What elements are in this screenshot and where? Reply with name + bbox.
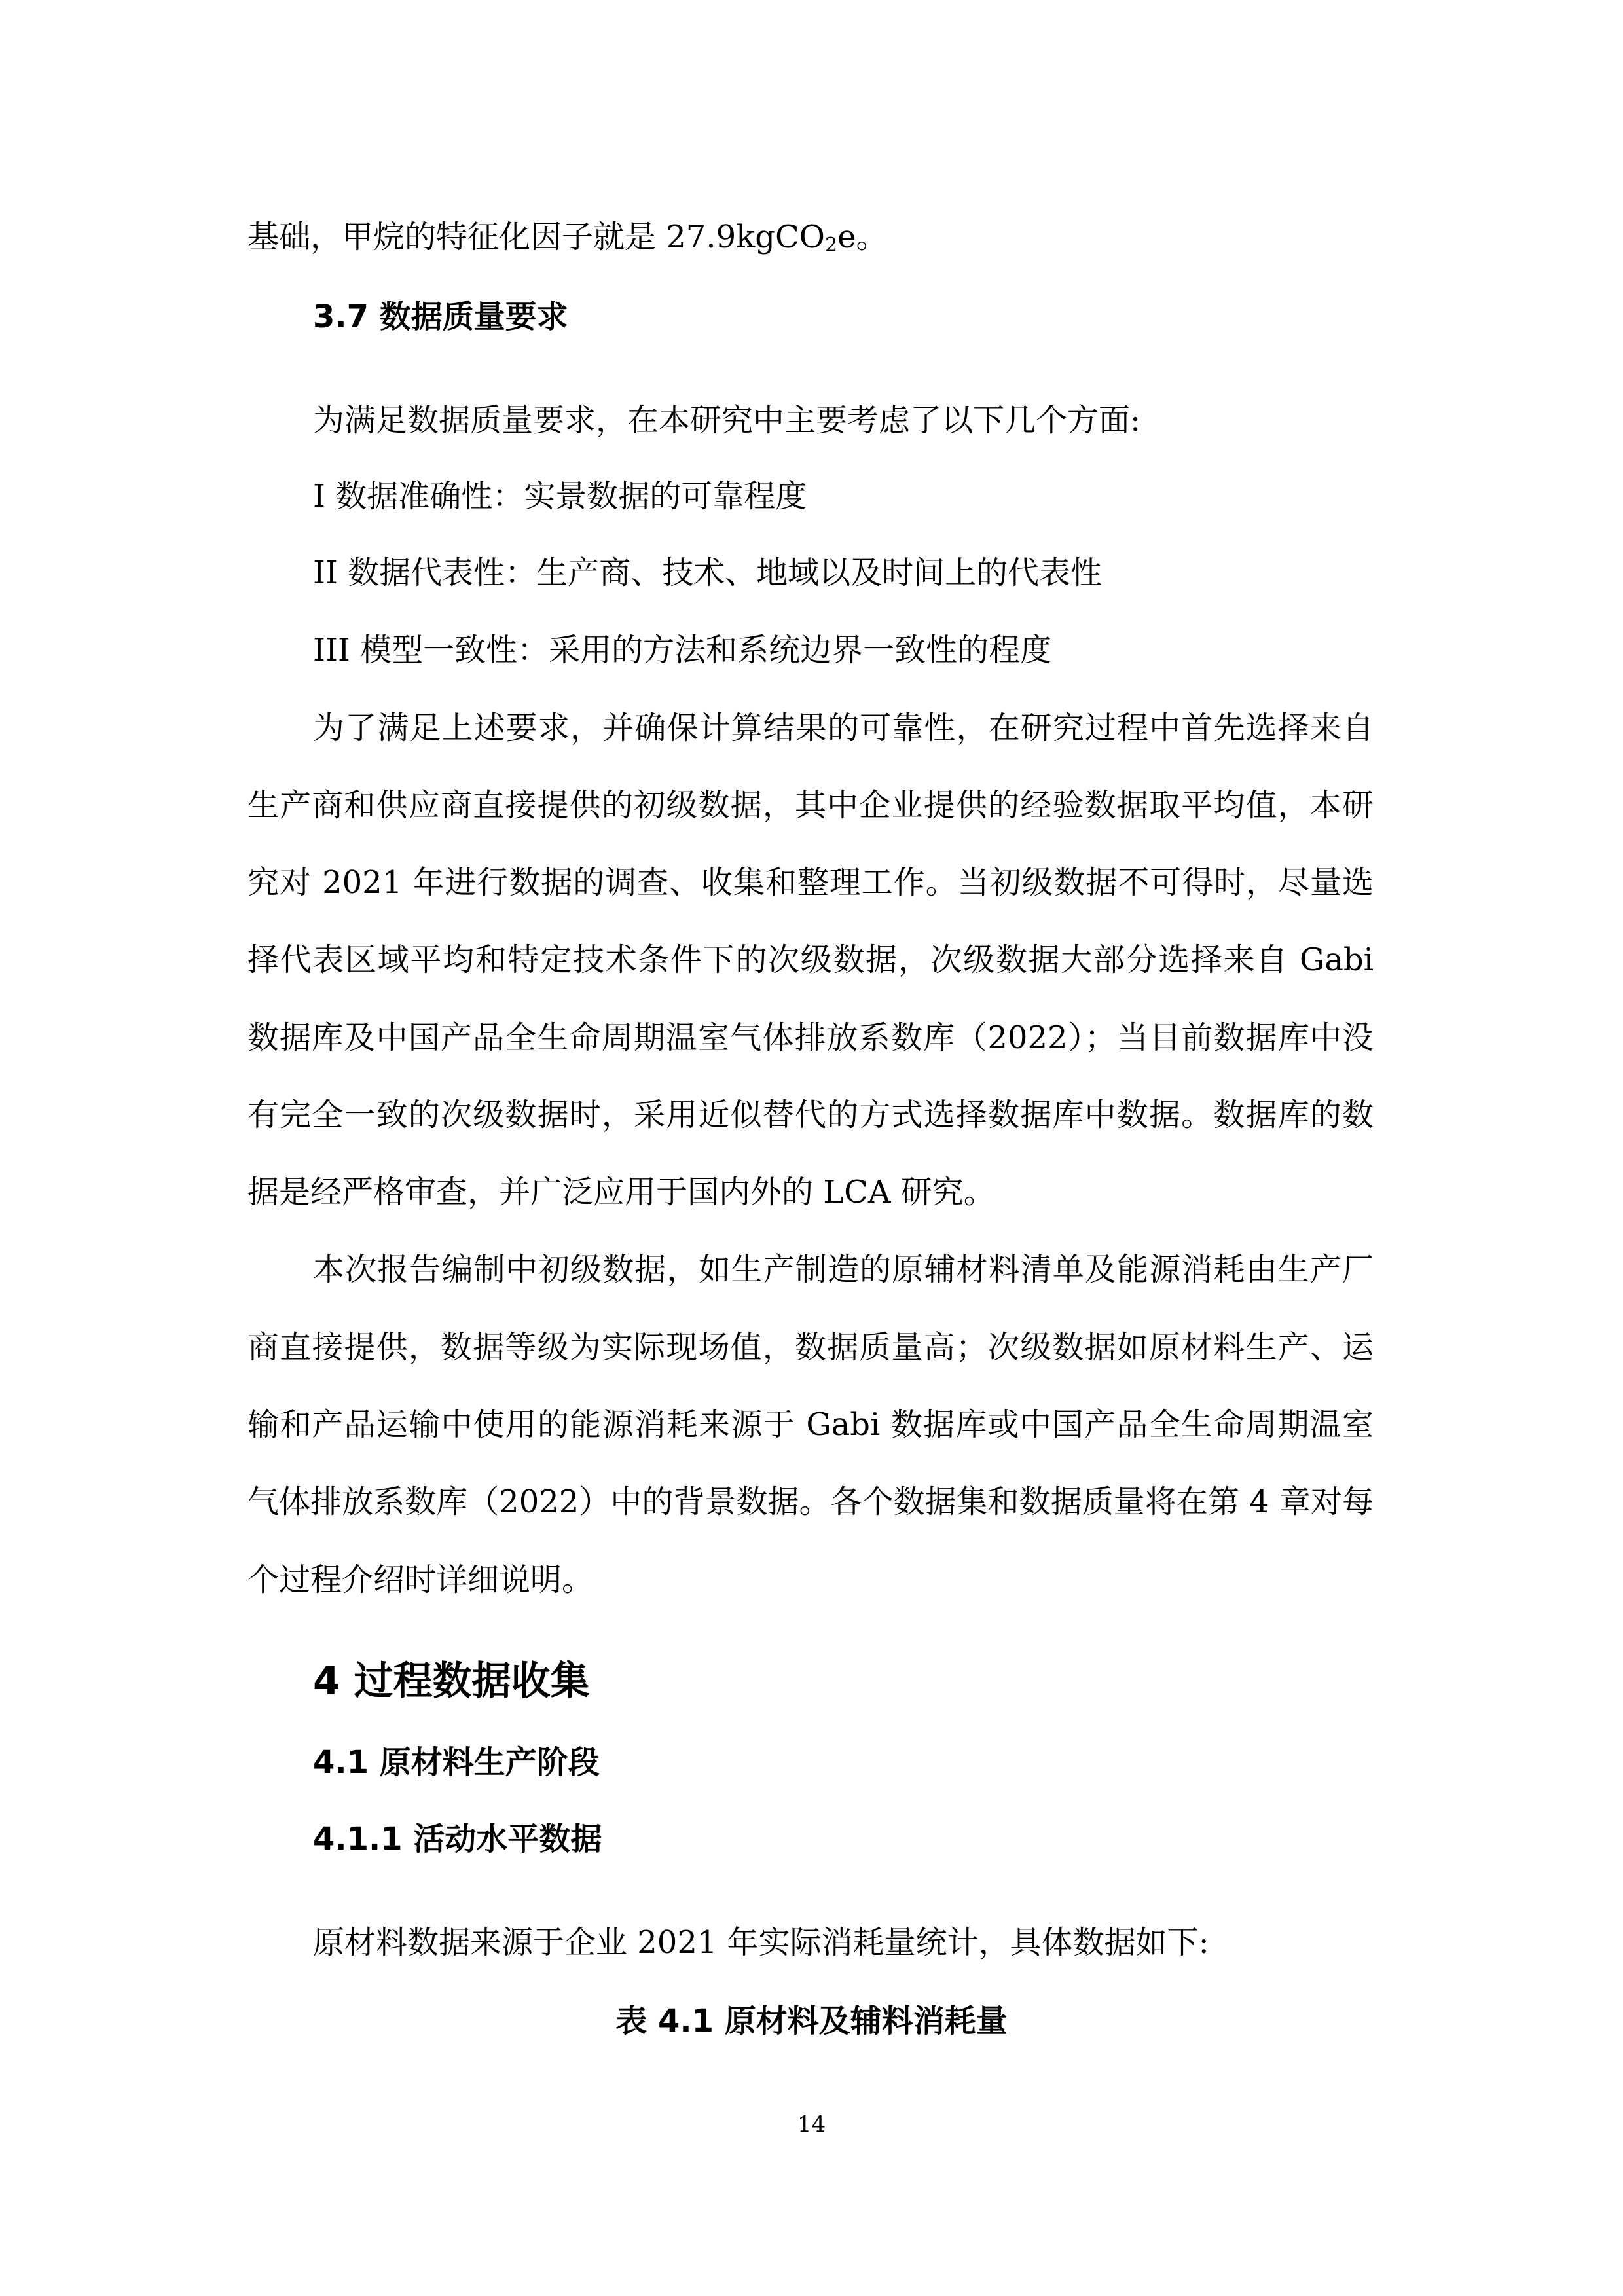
paragraph-line: 有完全一致的次级数据时，采用近似替代的方式选择数据库中数据。数据库的数 [247,1097,1374,1133]
paragraph-line: 生产商和供应商直接提供的初级数据，其中企业提供的经验数据取平均值，本研 [247,787,1374,824]
paragraph-line: 商直接提供，数据等级为实际现场值，数据质量高；次级数据如原材料生产、运 [247,1329,1374,1366]
section-3-7-intro: 为满足数据质量要求，在本研究中主要考虑了以下几个方面: [313,402,1141,439]
paragraph-line: 气体排放系数库（2022）中的背景数据。各个数据集和数据质量将在第 4 章对每 [247,1484,1374,1520]
continued-line-tail: e。 [837,219,888,255]
paragraph-line: 择代表区域平均和特定技术条件下的次级数据，次级数据大部分选择来自 Gabi [247,941,1374,978]
section-4-intro: 原材料数据来源于企业 2021 年实际消耗量统计，具体数据如下: [313,1924,1209,1961]
section-4-heading: 4 过程数据收集 [313,1658,590,1704]
section-3-7-heading: 3.7 数据质量要求 [313,299,568,335]
section-4-1-heading: 4.1 原材料生产阶段 [313,1744,600,1781]
continued-line-text: 基础，甲烷的特征化因子就是 27.9kgCO [247,219,826,255]
quality-item-representativeness: II 数据代表性：生产商、技术、地域以及时间上的代表性 [313,555,1103,591]
paragraph-line: 数据库及中国产品全生命周期温室气体排放系数库（2022）；当目前数据库中没 [247,1019,1374,1056]
quality-item-consistency: III 模型一致性：采用的方法和系统边界一致性的程度 [313,632,1052,668]
table-caption: 表 4.1 原材料及辅料消耗量 [615,2003,1008,2039]
paragraph-line: 究对 2021 年进行数据的调查、收集和整理工作。当初级数据不可得时，尽量选 [247,864,1374,901]
paragraph-line: 输和产品运输中使用的能源消耗来源于 Gabi 数据库或中国产品全生命周期温室 [247,1406,1374,1443]
continued-line [247,216,888,266]
paragraph-line: 个过程介绍时详细说明。 [247,1561,594,1598]
subscript-2: 2 [825,234,838,257]
section-4-1-1-heading: 4.1.1 活动水平数据 [313,1821,602,1857]
quality-item-accuracy: I 数据准确性：实景数据的可靠程度 [313,478,807,515]
paragraph-line: 据是经严格审查，并广泛应用于国内外的 LCA 研究。 [247,1174,995,1211]
paragraph-line: 本次报告编制中初级数据，如生产制造的原辅材料清单及能源消耗由生产厂 [313,1251,1374,1288]
page-number: 14 [797,2111,826,2138]
paragraph-line: 为了满足上述要求，并确保计算结果的可靠性，在研究过程中首先选择来自 [313,710,1374,746]
